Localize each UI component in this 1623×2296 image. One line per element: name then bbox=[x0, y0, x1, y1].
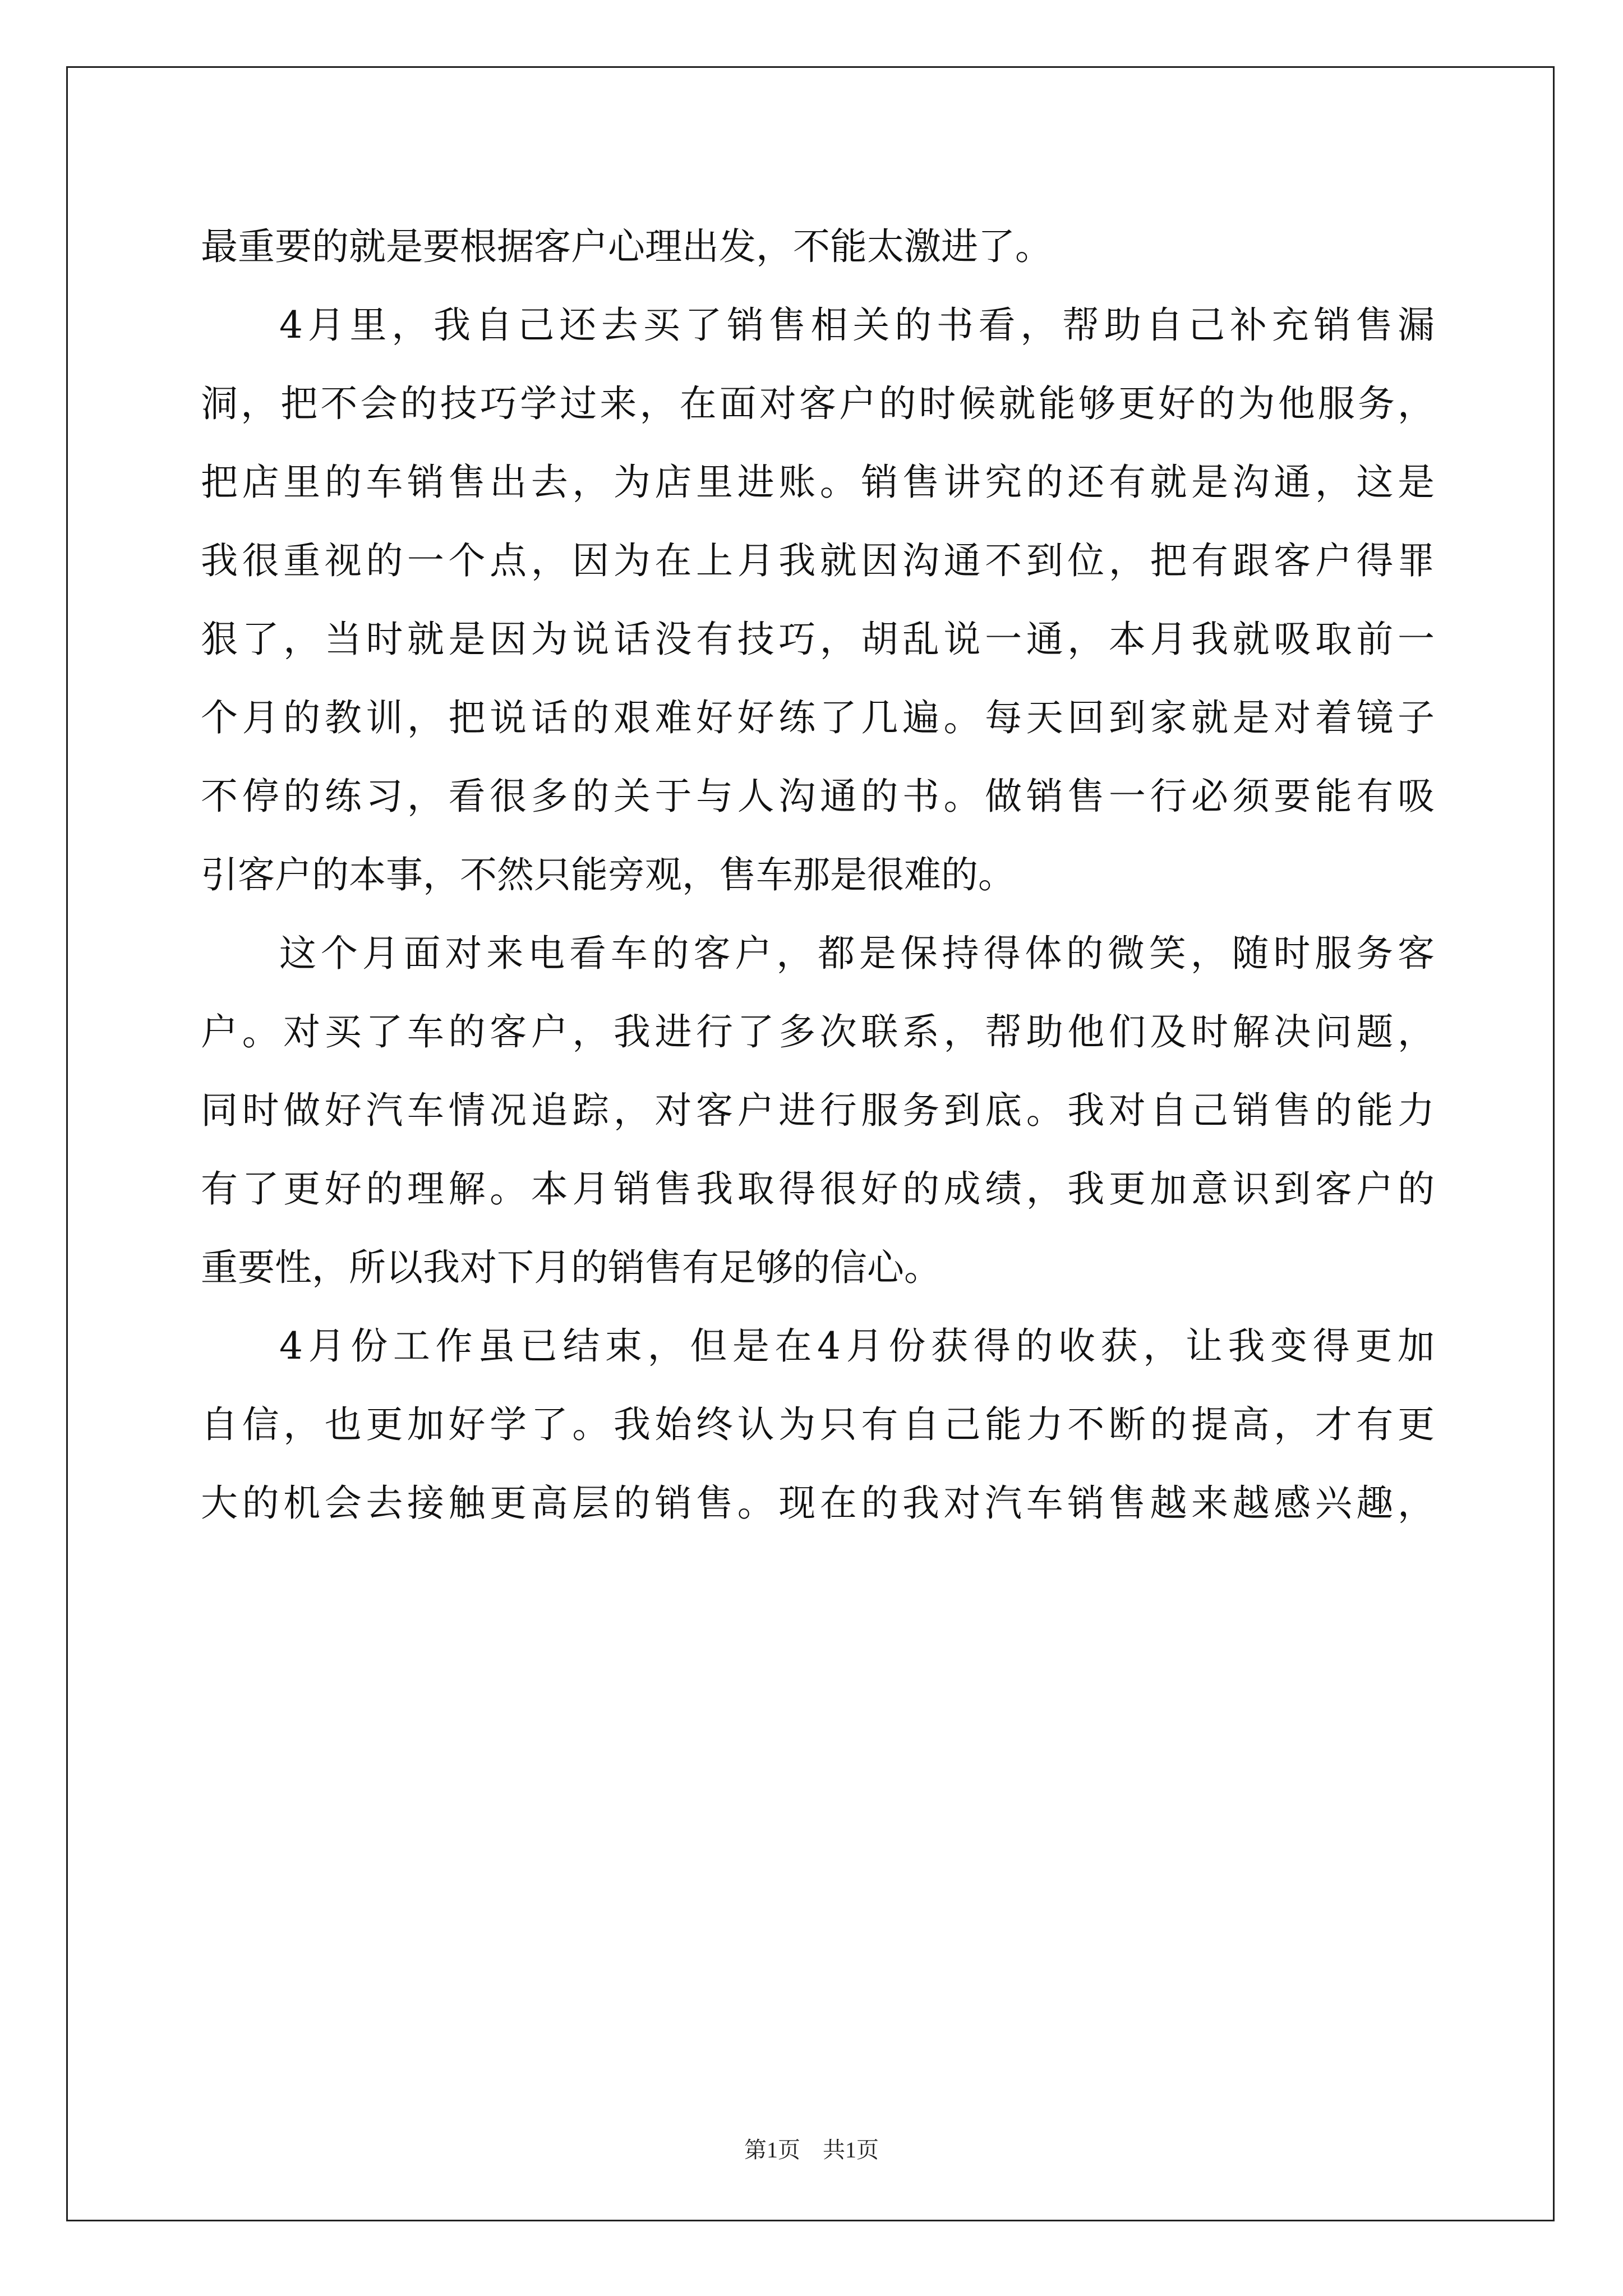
text-line: 洞，把不会的技巧学过来，在面对客户的时候就能够更好的为他服务， bbox=[201, 382, 1435, 425]
text-line: 引客户的本事，不然只能旁观，售车那是很难的。 bbox=[201, 853, 1015, 896]
text-line: 最重要的就是要根据客户心理出发，不能太激进了。 bbox=[201, 225, 1052, 268]
text-line: 我很重视的一个点，因为在上月我就因沟通不到位，把有跟客户得罪 bbox=[201, 539, 1435, 582]
text-line: 这个月面对来电看车的客户，都是保持得体的微笑，随时服务客 bbox=[279, 932, 1435, 975]
text-line: 大的机会去接触更高层的销售。现在的我对汽车销售越来越感兴趣， bbox=[201, 1481, 1435, 1525]
text-line: 把店里的车销售出去，为店里进账。销售讲究的还有就是沟通，这是 bbox=[201, 461, 1435, 504]
text-line: 不停的练习，看很多的关于与人沟通的书。做销售一行必须要能有吸 bbox=[201, 775, 1435, 818]
text-line: 狠了，当时就是因为说话没有技巧，胡乱说一通，本月我就吸取前一 bbox=[201, 618, 1435, 661]
text-line: 个月的教训，把说话的艰难好好练了几遍。每天回到家就是对着镜子 bbox=[201, 696, 1435, 739]
text-line: 4月份工作虽已结束，但是在4月份获得的收获，让我变得更加 bbox=[279, 1324, 1435, 1368]
text-line: 自信，也更加好学了。我始终认为只有自己能力不断的提高，才有更 bbox=[201, 1403, 1435, 1446]
document-body bbox=[201, 208, 1435, 1543]
text-line: 4月里，我自己还去买了销售相关的书看，帮助自己补充销售漏 bbox=[279, 303, 1435, 347]
text-line: 有了更好的理解。本月销售我取得很好的成绩，我更加意识到客户的 bbox=[201, 1167, 1435, 1211]
text-line: 同时做好汽车情况追踪，对客户进行服务到底。我对自己销售的能力 bbox=[201, 1089, 1435, 1132]
text-line: 重要性，所以我对下月的销售有足够的信心。 bbox=[201, 1246, 941, 1289]
page-number-footer: 第1页 共1页 bbox=[744, 2137, 879, 2162]
text-line: 户。对买了车的客户，我进行了多次联系，帮助他们及时解决问题， bbox=[201, 1010, 1435, 1053]
